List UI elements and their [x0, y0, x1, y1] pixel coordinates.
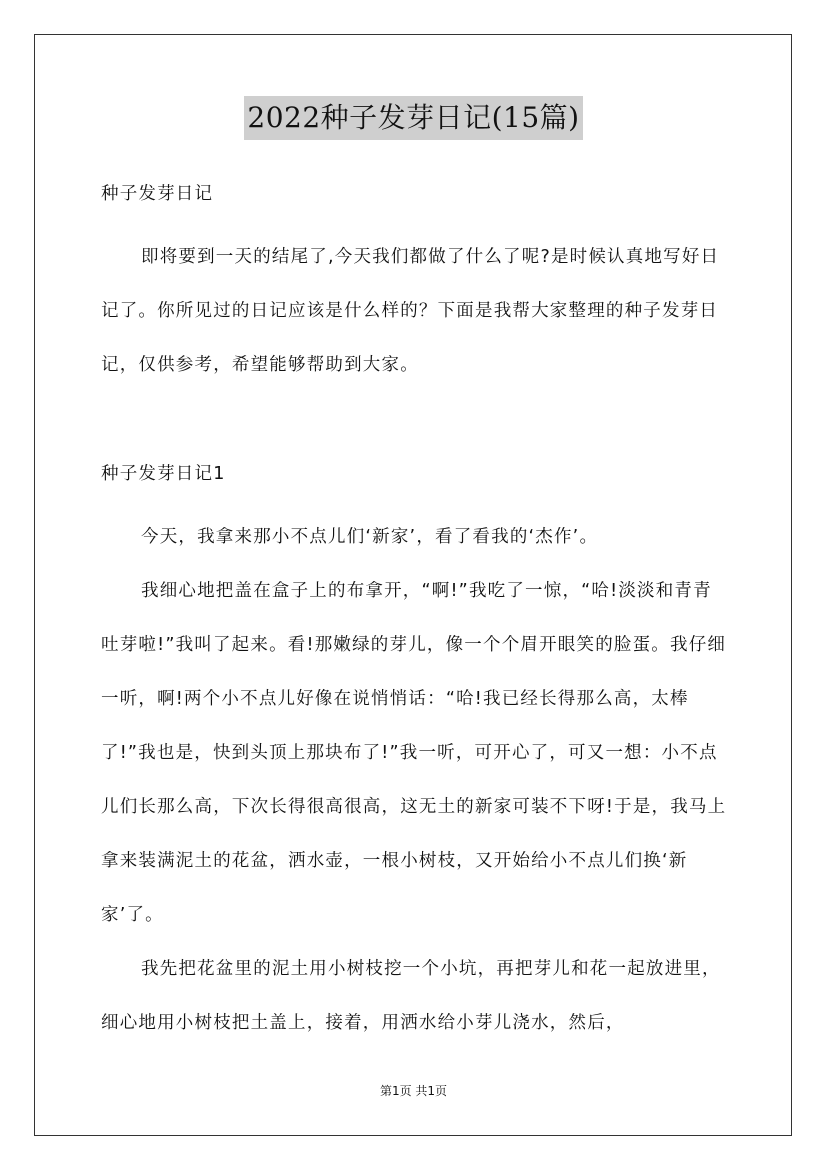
entry-heading: 种子发芽日记1: [101, 464, 226, 484]
document-body: [101, 176, 729, 1050]
document-title: 2022种子发芽日记(15篇): [244, 96, 582, 140]
spacer: [101, 392, 729, 442]
section-heading: 种子发芽日记: [101, 184, 214, 204]
intro-paragraph: 即将要到一天的结尾了,今天我们都做了什么了呢?是时候认真地写好日记了。你所见过的日记应该是什么样的？下面是我帮大家整理的种子发芽日记，仅供参考，希望能够帮助到大家。: [101, 247, 720, 375]
body-paragraph: 今天，我拿来那小不点儿们‘新家’，看了看我的‘杰作’。: [141, 527, 599, 547]
body-paragraph: 我细心地把盖在盒子上的布拿开，“啊!”我吃了一惊，“哈!淡淡和青青吐芽啦!”我叫了起来。看!那嫩绿的芽儿，像一个个眉开眼笑的脸蛋。我仔细一听，啊!两个小不点儿好像在说悄悄话：“哈!我已经长得那么高，太棒了!”我也是，快到头顶上那块布了!”我一听，可开心了，可又一想：小不点儿们长那么高，下次长得很高很高，这无土的新家可装不下呀!于是，我马上拿来装满泥土的花盆，洒水壶，一根小树枝，又开始给小不点儿们换‘新家’了。: [101, 581, 727, 925]
page-number: 第1页 共1页: [379, 1084, 448, 1098]
page-footer: [0, 1082, 827, 1099]
document-title-wrapper: [0, 96, 827, 140]
body-paragraph: 我先把花盆里的泥土用小树枝挖一个小坑，再把芽儿和花一起放进里，细心地用小树枝把土盖上，接着，用洒水给小芽儿浇水，然后，: [101, 959, 721, 1033]
